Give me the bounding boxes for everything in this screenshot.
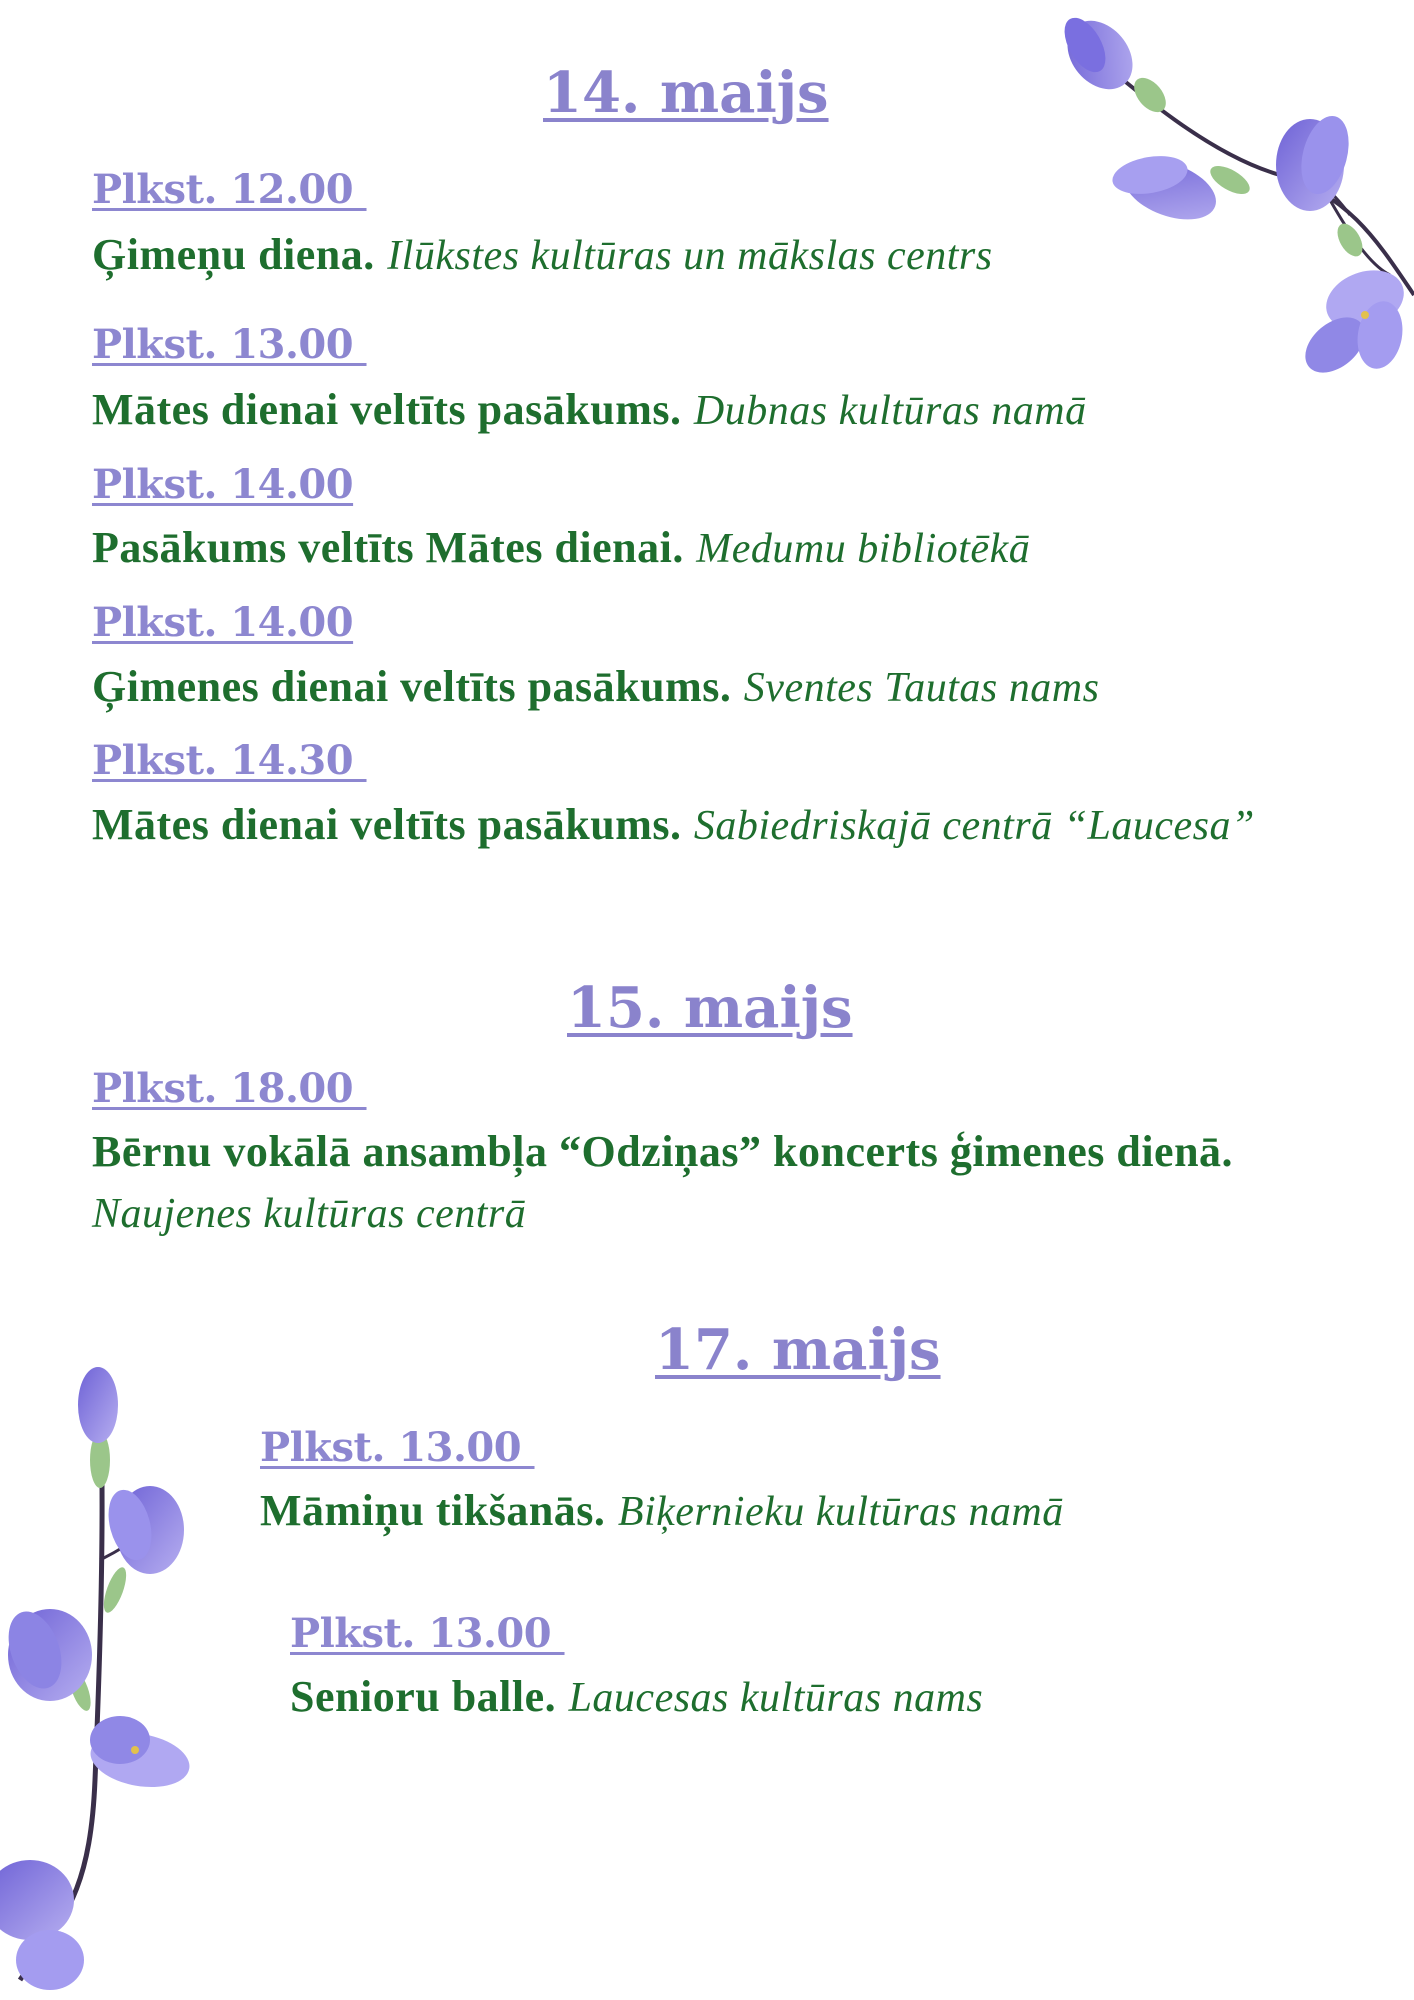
date-heading: 15. maijs [567, 975, 853, 1041]
event-title: Ģimeņu diena. [92, 230, 375, 279]
event-description [290, 1667, 1360, 1729]
event-place: Sventes Tautas nams [743, 665, 1100, 711]
event-time: Plkst. 18.00 [92, 1065, 367, 1112]
event-place: Naujenes kultūras centrā [92, 1191, 527, 1237]
event-time: Plkst. 13.00 [92, 321, 367, 368]
event-place: Medumu bibliotēkā [696, 526, 1031, 572]
event-place: Laucesas kultūras nams [568, 1675, 984, 1721]
event-place: Dubnas kultūras namā [693, 388, 1087, 434]
event-title: Māmiņu tikšanās. [260, 1486, 606, 1535]
date-heading: 17. maijs [655, 1317, 941, 1383]
event-time: Plkst. 13.00 [260, 1424, 535, 1471]
event-title: Pasākums veltīts Mātes dienai. [92, 523, 684, 572]
event-description [92, 380, 1352, 442]
event-description [260, 1481, 1360, 1543]
event-title: Senioru balle. [290, 1672, 557, 1721]
event-place: Ilūkstes kultūras un mākslas centrs [387, 233, 993, 279]
event-description [92, 657, 1392, 719]
event-description [92, 795, 1262, 857]
event-time: Plkst. 14.00 [92, 599, 354, 646]
event-title: Mātes dienai veltīts pasākums. [92, 385, 682, 434]
event-title: Bērnu vokālā ansambļa “Odziņas” koncerts ģimenes dienā. [92, 1127, 1234, 1176]
event-time: Plkst. 14.00 [92, 461, 354, 508]
event-description [92, 225, 1152, 287]
event-title: Ģimenes dienai veltīts pasākums. [92, 662, 732, 711]
flower-branch-top-right-icon [1050, 15, 1414, 395]
flower-branch-bottom-left-icon [0, 1360, 240, 2000]
event-time: Plkst. 12.00 [92, 166, 367, 213]
event-title: Mātes dienai veltīts pasākums. [92, 800, 682, 849]
date-heading: 14. maijs [543, 60, 829, 126]
event-time: Plkst. 13.00 [290, 1610, 565, 1657]
event-description [92, 518, 1352, 580]
event-description [92, 1122, 1332, 1245]
event-time: Plkst. 14.30 [92, 737, 367, 784]
event-place: Biķernieku kultūras namā [617, 1489, 1064, 1535]
event-place: Sabiedriskajā centrā “Laucesa” [693, 803, 1255, 849]
